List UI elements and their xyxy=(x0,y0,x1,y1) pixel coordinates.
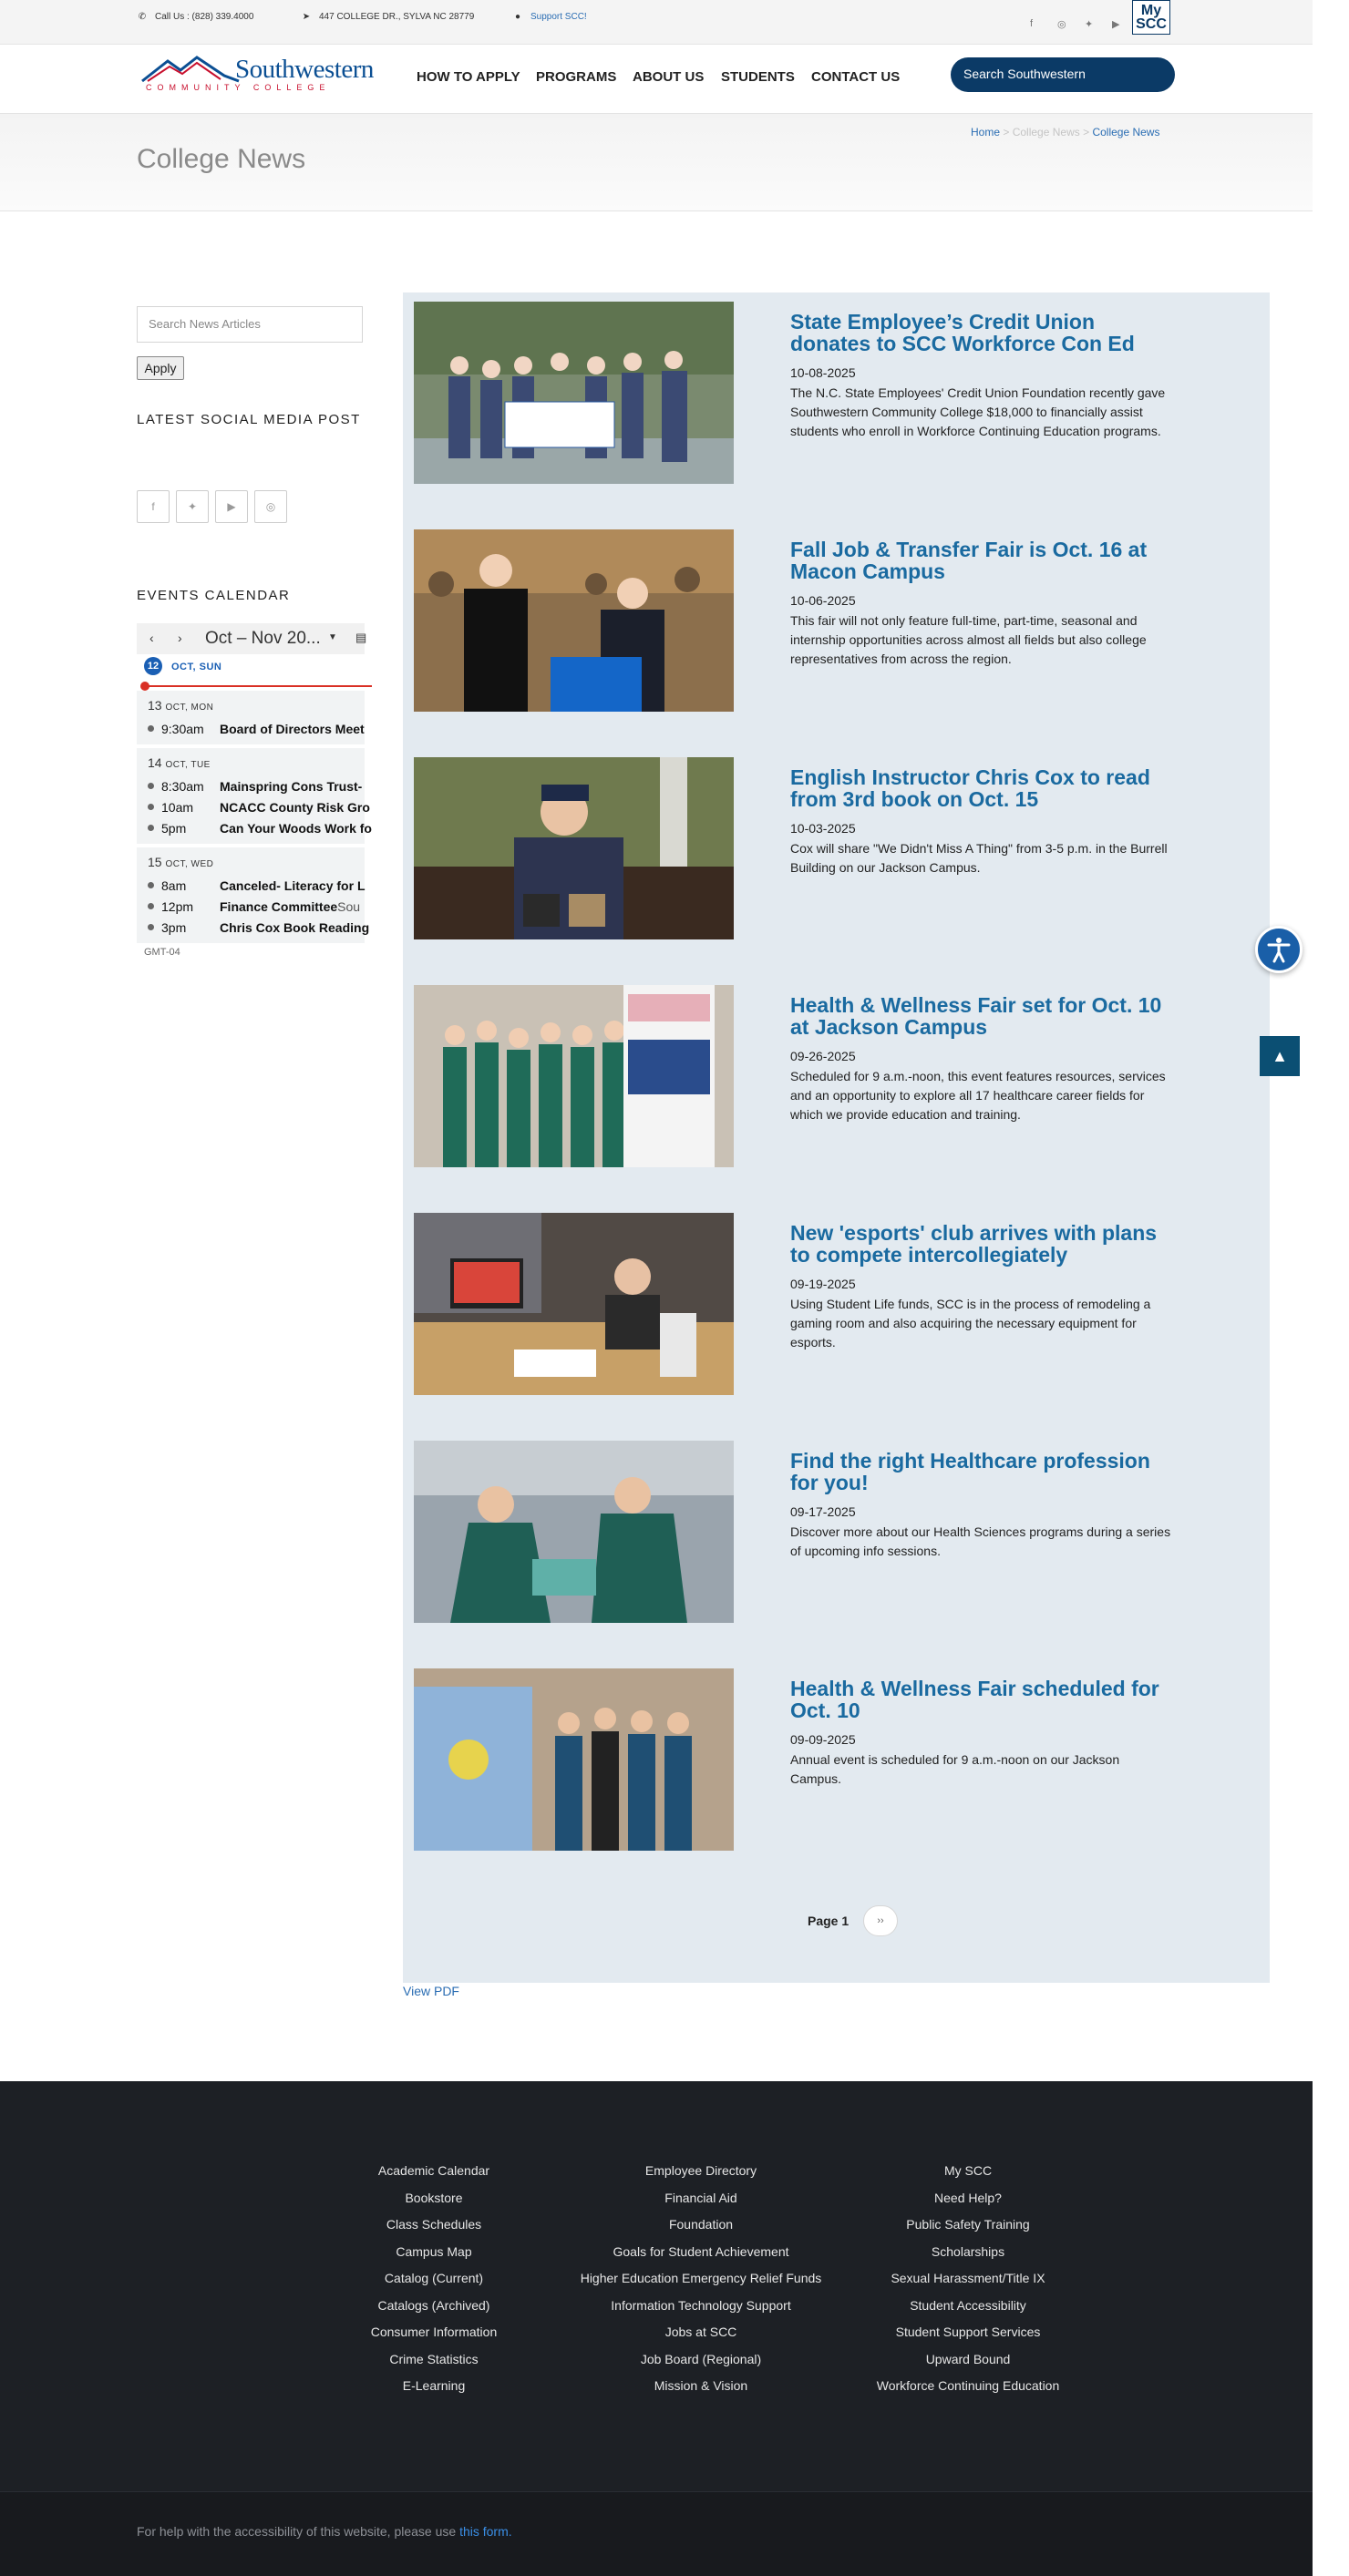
address-contact[interactable] xyxy=(301,12,474,22)
nav-how-to-apply[interactable]: HOW TO APPLY xyxy=(417,69,520,85)
news-date: 10-08-2025 xyxy=(790,365,856,380)
footer-bottom-bar xyxy=(0,2491,1313,2576)
calendar-day xyxy=(137,691,365,744)
footer-column-3 xyxy=(813,2161,1123,2404)
view-pdf-link[interactable]: View PDF xyxy=(403,1984,459,1998)
events-calendar xyxy=(137,623,372,986)
footer-link[interactable]: Upward Bound xyxy=(925,2351,1011,2366)
facebook-icon[interactable]: f xyxy=(137,490,170,523)
news-date: 10-06-2025 xyxy=(790,593,856,608)
page-title: College News xyxy=(137,144,306,174)
event-bullet-icon xyxy=(148,825,154,831)
event-name: NCACC County Risk Gro xyxy=(220,799,370,815)
logo-name: Southwestern xyxy=(235,55,374,84)
event-name: Board of Directors Meet xyxy=(220,721,365,736)
social-heading: LATEST SOCIAL MEDIA POST xyxy=(137,412,361,427)
event-time: 12pm xyxy=(161,898,194,914)
logo-subtitle: COMMUNITY COLLEGE xyxy=(146,83,331,92)
top-bar xyxy=(0,0,1313,45)
today-label: OCT, SUN xyxy=(171,662,222,672)
back-to-top-icon[interactable]: ▲ xyxy=(1260,1036,1300,1076)
breadcrumb-current[interactable]: College News xyxy=(1092,126,1160,139)
news-item xyxy=(414,529,1261,712)
footer-link[interactable]: Workforce Continuing Education xyxy=(876,2378,1060,2393)
current-time-dot xyxy=(140,682,149,691)
news-photo[interactable] xyxy=(414,757,734,939)
calendar-event[interactable] xyxy=(148,718,365,739)
instagram-icon[interactable]: ◎ xyxy=(1057,19,1066,30)
breadcrumb-separator: > xyxy=(1083,126,1093,139)
calendar-event[interactable] xyxy=(148,917,370,938)
news-item xyxy=(414,1213,1261,1395)
news-title[interactable]: Health & Wellness Fair scheduled for Oct. 10 xyxy=(790,1677,1159,1722)
footer-link[interactable]: Higher Education Emergency Relief Funds xyxy=(580,2271,822,2285)
twitter-icon[interactable]: ✦ xyxy=(176,490,209,523)
current-time-line xyxy=(144,685,372,687)
nav-contact-us[interactable]: CONTACT US xyxy=(811,69,901,85)
news-date: 09-17-2025 xyxy=(790,1504,856,1519)
news-item xyxy=(414,1441,1261,1623)
site-footer xyxy=(0,2081,1313,2491)
event-time: 3pm xyxy=(161,919,187,935)
news-title[interactable]: State Employee’s Credit Union donates to SCC Workforce Con Ed xyxy=(790,310,1135,355)
news-description: Discover more about our Health Sciences programs during a series of upcoming info sessions. xyxy=(790,1524,1171,1558)
support-link[interactable] xyxy=(512,12,587,22)
footer-link[interactable]: E-Learning xyxy=(402,2378,466,2393)
chevron-down-icon[interactable]: ▼ xyxy=(328,632,337,642)
news-item xyxy=(414,985,1261,1167)
calendar-event[interactable] xyxy=(148,875,365,896)
college-logo[interactable] xyxy=(137,52,374,96)
breadcrumb xyxy=(971,126,1159,139)
footer-link[interactable]: Public Safety Training xyxy=(906,2217,1030,2232)
calendar-event[interactable] xyxy=(148,817,372,838)
day-label: OCT, WED xyxy=(165,859,214,869)
news-date: 10-03-2025 xyxy=(790,821,856,836)
footer-link[interactable]: Sexual Harassment/Title IX xyxy=(891,2271,1045,2285)
breadcrumb-separator: > xyxy=(1003,126,1013,139)
footer-link[interactable]: Information Technology Support xyxy=(611,2297,791,2313)
news-item xyxy=(414,302,1261,484)
event-time: 9:30am xyxy=(161,721,204,736)
footer-link[interactable]: Academic Calendar xyxy=(377,2163,490,2178)
footer-link[interactable]: Foundation xyxy=(668,2217,734,2232)
footer-link[interactable]: Scholarships xyxy=(931,2243,1005,2259)
news-item xyxy=(414,757,1261,939)
today-badge: 12 xyxy=(144,657,162,675)
event-bullet-icon xyxy=(148,924,154,930)
footer-link[interactable]: Goals for Student Achievement xyxy=(613,2243,789,2259)
calendar-today xyxy=(137,654,365,691)
news-description: Using Student Life funds, SCC is in the process of remodeling a gaming room and also acquiring the necessary equipment for esports. xyxy=(790,1297,1151,1350)
footer-link[interactable]: Student Support Services xyxy=(895,2325,1041,2339)
footer-link[interactable]: Consumer Information xyxy=(370,2325,498,2339)
event-bullet-icon xyxy=(148,903,154,909)
event-bullet-icon xyxy=(148,882,154,888)
support-text: Support SCC! xyxy=(530,12,587,22)
news-photo[interactable] xyxy=(414,1668,734,1851)
news-date: 09-26-2025 xyxy=(790,1049,856,1063)
phone-contact[interactable] xyxy=(137,12,253,22)
footer-link[interactable]: Jobs at SCC xyxy=(664,2325,737,2339)
news-photo[interactable] xyxy=(414,1213,734,1395)
footer-link[interactable]: Mission & Vision xyxy=(654,2378,748,2393)
news-photo[interactable] xyxy=(414,985,734,1167)
calendar-day xyxy=(137,748,372,844)
news-description: Annual event is scheduled for 9 a.m.-noon on our Jackson Campus. xyxy=(790,1752,1120,1786)
pagination-label: Page 1 xyxy=(808,1914,850,1928)
address-text: 447 COLLEGE DR., SYLVA NC 28779 xyxy=(319,12,475,22)
calendar-event[interactable] xyxy=(148,796,370,817)
event-location: Sou xyxy=(337,898,361,914)
event-time: 5pm xyxy=(161,820,187,836)
footer-column-1 xyxy=(279,2161,589,2404)
news-item xyxy=(414,1668,1261,1851)
nav-about-us[interactable]: ABOUT US xyxy=(633,69,705,85)
day-number: 14 xyxy=(148,755,162,770)
news-description: This fair will not only feature full-time, part-time, seasonal and internship opportunities across almost all fields but also college representatives from across the region. xyxy=(790,613,1147,666)
footer-link[interactable]: Campus Map xyxy=(396,2243,472,2259)
news-title[interactable]: English Instructor Chris Cox to read from 3rd book on Oct. 15 xyxy=(790,765,1150,811)
accessibility-notice xyxy=(137,2524,512,2539)
events-heading: EVENTS CALENDAR xyxy=(137,588,291,603)
calendar-toolbar xyxy=(137,623,365,654)
news-search-input[interactable]: Search News Articles xyxy=(137,306,363,343)
facebook-icon[interactable]: f xyxy=(1030,18,1034,29)
next-page-button[interactable]: ›› xyxy=(863,1905,898,1936)
event-name: Can Your Woods Work fo xyxy=(220,820,372,836)
footer-link[interactable]: My SCC xyxy=(943,2163,993,2178)
news-title[interactable]: Find the right Healthcare profession for you! xyxy=(790,1449,1150,1494)
news-title[interactable]: Health & Wellness Fair set for Oct. 10 at Jackson Campus xyxy=(790,993,1162,1039)
heart-icon: ● xyxy=(514,12,521,22)
footer-link[interactable]: Crime Statistics xyxy=(389,2351,479,2366)
news-photo[interactable] xyxy=(414,302,734,484)
event-time: 10am xyxy=(161,799,194,815)
event-time: 8:30am xyxy=(161,778,204,794)
event-name: Canceled- Literacy for L xyxy=(220,877,366,893)
phone-icon: ✆ xyxy=(138,12,147,22)
news-title[interactable]: New 'esports' club arrives with plans to compete intercollegiately xyxy=(790,1221,1158,1267)
phone-text: Call Us : (828) 339.4000 xyxy=(155,12,254,22)
footer-link[interactable]: Catalogs (Archived) xyxy=(377,2297,490,2313)
footer-link[interactable]: Class Schedules xyxy=(386,2217,482,2232)
event-name: Chris Cox Book Reading xyxy=(220,919,370,935)
chevron-left-icon[interactable]: ‹ xyxy=(149,631,154,645)
site-header xyxy=(0,45,1313,113)
breadcrumb-home[interactable]: Home xyxy=(971,126,1001,139)
footer-link[interactable]: Catalog (Current) xyxy=(384,2271,484,2285)
news-date: 09-09-2025 xyxy=(790,1732,856,1747)
news-description: The N.C. State Employees' Credit Union Foundation recently gave Southwestern Community College $18,000 to financially assist students who enroll in Workforce Continuing Education programs. xyxy=(790,385,1166,438)
news-list xyxy=(403,292,1270,1983)
day-label: OCT, TUE xyxy=(165,760,211,770)
event-time: 8am xyxy=(161,877,187,893)
instagram-icon[interactable]: ◎ xyxy=(254,490,287,523)
day-number: 15 xyxy=(148,855,162,869)
footer-link[interactable]: Bookstore xyxy=(405,2190,463,2205)
accessibility-form-link[interactable]: this form. xyxy=(459,2524,512,2539)
event-bullet-icon xyxy=(148,783,154,789)
mountain-logo-icon xyxy=(140,54,241,83)
news-photo[interactable] xyxy=(414,529,734,712)
calendar-event[interactable] xyxy=(148,896,365,917)
youtube-icon[interactable]: ▶ xyxy=(215,490,248,523)
event-bullet-icon xyxy=(148,725,154,732)
nav-students[interactable]: STUDENTS xyxy=(721,69,795,85)
youtube-icon[interactable]: ▶ xyxy=(1112,19,1120,30)
news-title[interactable]: Fall Job & Transfer Fair is Oct. 16 at Macon Campus xyxy=(790,538,1148,583)
accessibility-icon[interactable] xyxy=(1255,926,1303,973)
event-name: Mainspring Cons Trust- xyxy=(220,778,363,794)
chevron-right-icon[interactable]: › xyxy=(178,631,182,645)
apply-button[interactable]: Apply xyxy=(137,356,184,380)
footer-link[interactable]: Job Board (Regional) xyxy=(640,2351,762,2366)
footer-link[interactable]: Financial Aid xyxy=(664,2190,737,2205)
day-number: 13 xyxy=(148,698,162,713)
footer-link[interactable]: Employee Directory xyxy=(644,2163,757,2178)
site-search-input[interactable]: Search Southwestern xyxy=(951,57,1175,92)
my-scc-line-1: My xyxy=(1140,3,1162,18)
news-description: Scheduled for 9 a.m.-noon, this event features resources, services and an opportunity to explore all 17 healthcare career fields for which we provide education and training. xyxy=(790,1069,1166,1122)
my-scc-line-2: SCC xyxy=(1136,16,1167,32)
event-name: Finance Committee xyxy=(220,898,338,914)
news-photo[interactable] xyxy=(414,1441,734,1623)
nav-programs[interactable]: PROGRAMS xyxy=(536,69,617,85)
breadcrumb-parent[interactable]: College News xyxy=(1012,126,1080,139)
footer-column-2 xyxy=(546,2161,856,2404)
page-title-band xyxy=(0,113,1313,211)
my-scc-button[interactable] xyxy=(1132,0,1170,35)
footer-link[interactable]: Student Accessibility xyxy=(910,2297,1026,2313)
calendar-event[interactable] xyxy=(148,775,365,796)
twitter-icon[interactable]: ✦ xyxy=(1085,19,1094,30)
calendar-day xyxy=(137,847,370,943)
day-label: OCT, MON xyxy=(165,703,214,713)
news-date: 09-19-2025 xyxy=(790,1277,856,1291)
news-description: Cox will share "We Didn't Miss A Thing" from 3-5 p.m. in the Burrell Building on our Jackson Campus. xyxy=(790,841,1168,875)
calendar-icon[interactable]: ▤ xyxy=(355,631,367,644)
footer-link[interactable]: Need Help? xyxy=(934,2190,1002,2205)
calendar-timezone: GMT-04 xyxy=(144,947,180,958)
event-bullet-icon xyxy=(148,804,154,810)
location-arrow-icon: ➤ xyxy=(302,12,311,22)
calendar-range: Oct – Nov 20... xyxy=(205,629,321,648)
accessibility-text: For help with the accessibility of this website, please use xyxy=(137,2524,460,2539)
